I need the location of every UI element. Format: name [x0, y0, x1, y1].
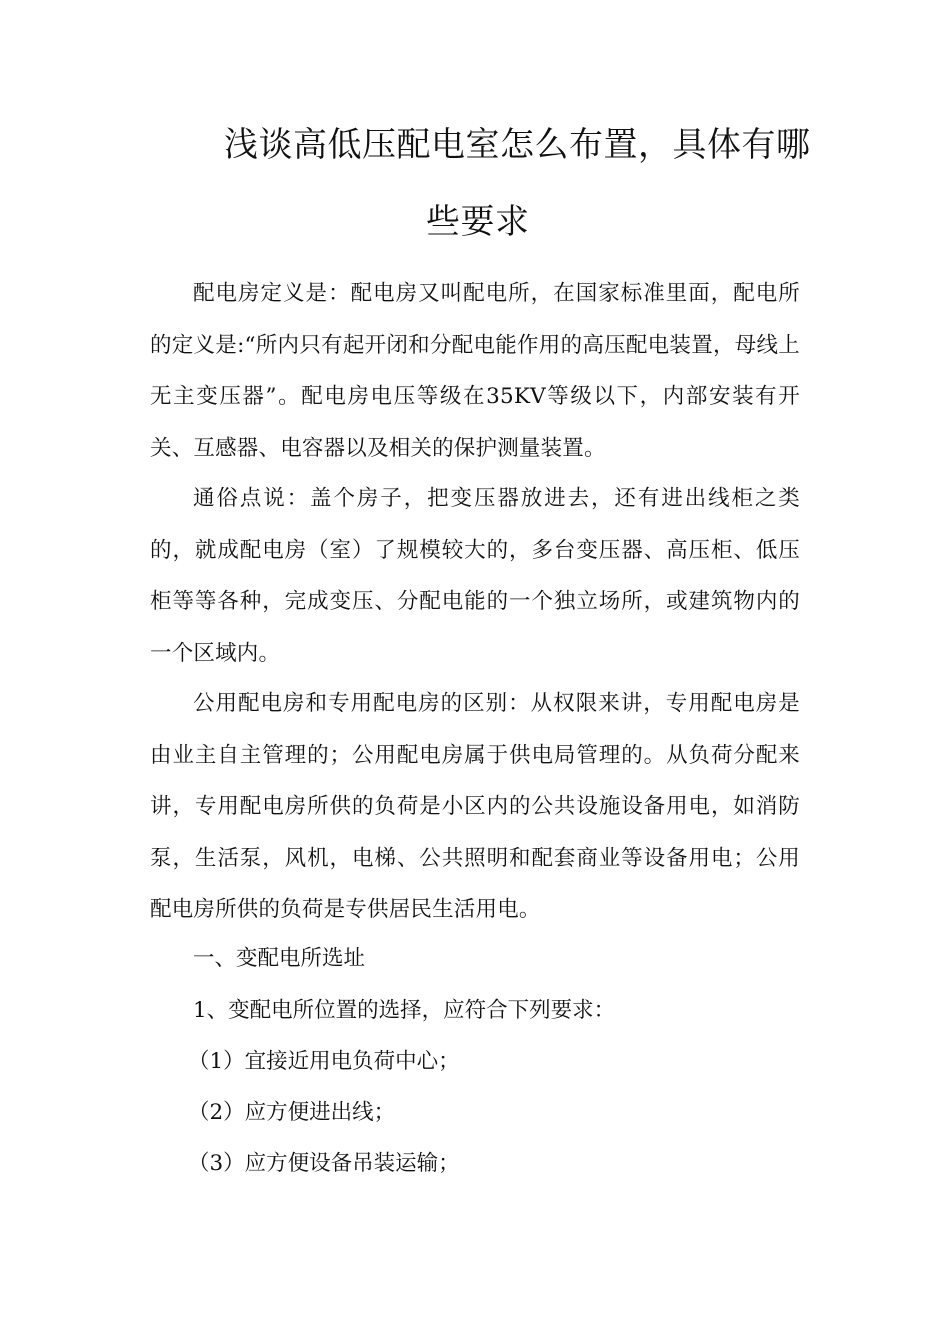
sub-list-item-near-load-center: （1）宜接近用电负荷中心；: [188, 1049, 460, 1074]
paragraph-definition: 配电房定义是：配电房又叫配电所，在国家标准里面，配电所的定义是:“所内只有起开闭和分配电能作用的高压配电装置，母线上无主变压器”。配电房电压等级在35KV等级以下，内部安装有开关、互感器、电容器以及相关的保护测量装置。: [150, 281, 800, 461]
document-title-line-1: 浅谈高低压配电室怎么布置，具体有哪: [224, 125, 811, 165]
sub-list-item-easy-cabling: （2）应方便进出线；: [188, 1100, 396, 1125]
sub-list-item-equipment-transport: （3）应方便设备吊装运输；: [188, 1151, 460, 1176]
paragraph-plain-explanation: 通俗点说：盖个房子，把变压器放进去，还有进出线柜之类的，就成配电房（室）了规模较大的，多台变压器、高压柜、低压柜等等各种，完成变压、分配电能的一个独立场所，或建筑物内的一个区域内。: [150, 486, 800, 666]
list-item-location-requirements: 1、变配电所位置的选择，应符合下列要求：: [193, 998, 616, 1023]
paragraph-public-vs-private: 公用配电房和专用配电房的区别：从权限来讲，专用配电房是由业主自主管理的；公用配电房属于供电局管理的。从负荷分配来讲，专用配电房所供的负荷是小区内的公共设施设备用电，如消防泵，生活泵，风机，电梯、公共照明和配套商业等设备用电；公用配电房所供的负荷是专供居民生活用电。: [150, 691, 800, 922]
document-title-line-2: 些要求: [426, 202, 530, 242]
section-heading-site-selection: 一、变配电所选址: [193, 946, 366, 971]
